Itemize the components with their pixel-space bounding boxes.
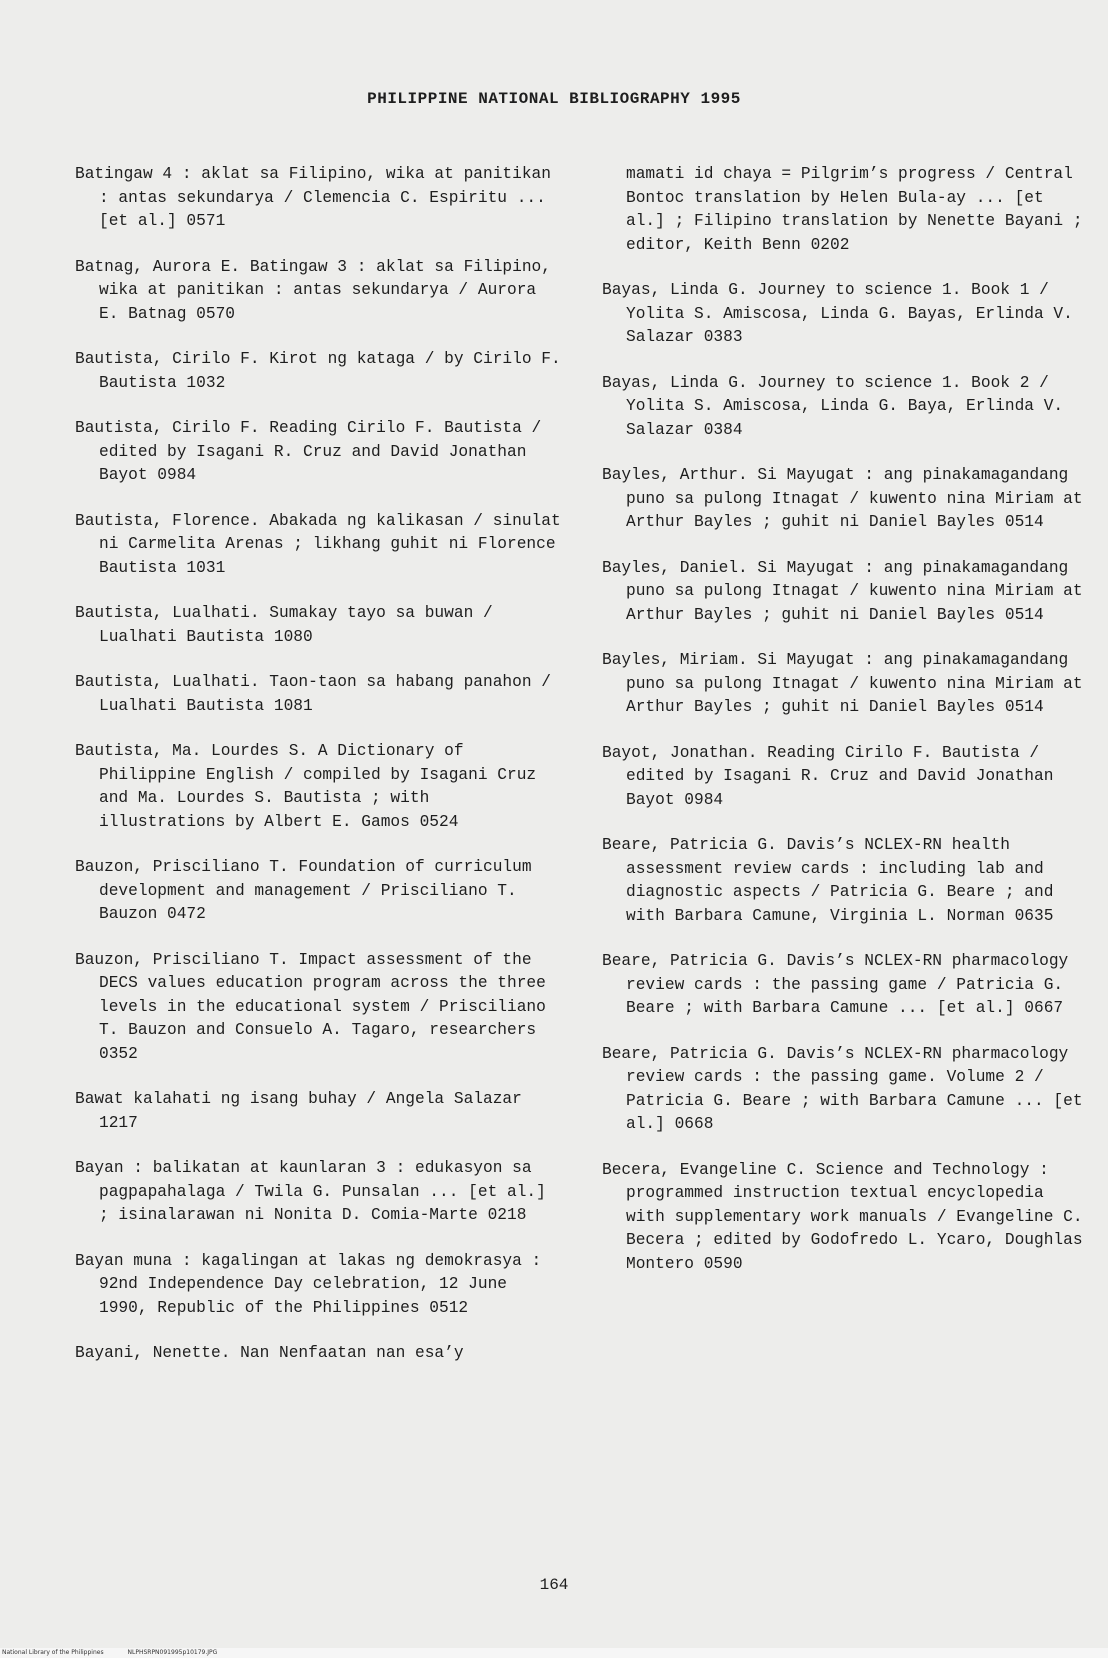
bibliography-entry: Bayas, Linda G. Journey to science 1. Book 2 / Yolita S. Amiscosa, Linda G. Baya, Erlinda V. Salazar 0384 [602, 373, 1064, 439]
bibliography-entry: Beare, Patricia G. Davis’s NCLEX-RN health assessment review cards : including lab and diagnostic aspects / Patricia G. Beare ; and with Barbara Camune, Virginia L. Norman 0635 [602, 836, 1054, 925]
bibliography-entry: Bayot, Jonathan. Reading Cirilo F. Bautista / edited by Isagani R. Cruz and David Jonathan Bayot 0984 [602, 743, 1054, 809]
bibliography-entry: Bayas, Linda G. Journey to science 1. Book 1 / Yolita S. Amiscosa, Linda G. Bayas, Erlinda V. Salazar 0383 [602, 281, 1073, 346]
bibliography-entry: Bayles, Miriam. Si Mayugat : ang pinakamagandang puno sa pulong Itnagat / kuwento nina Miriam at Arthur Bayles ; guhit ni Daniel Bayles 0514 [602, 651, 1083, 716]
bibliography-entry: Bautista, Cirilo F. Reading Cirilo F. Bautista / edited by Isagani R. Cruz and David Jonathan Bayot 0984 [75, 419, 542, 484]
bibliography-entry: Bauzon, Prisciliano T. Impact assessment of the DECS values education program across the three levels in the educational system / Prisciliano T. Bauzon and Consuelo A. Tagaro, researchers 0352 [75, 950, 546, 1063]
bibliography-entry: Batingaw 4 : aklat sa Filipino, wika at panitikan : antas sekundarya / Clemencia C. Espiritu ... [et al.] 0571 [75, 165, 551, 230]
bibliography-entry: Bayan muna : kagalingan at lakas ng demokrasya : 92nd Independence Day celebration, 12 June 1990, Republic of the Philippines 0512 [75, 1251, 542, 1317]
bibliography-entry: Bayani, Nenette. Nan Nenfaatan nan esa’y [75, 1344, 464, 1362]
bibliography-entry: Bautista, Florence. Abakada ng kalikasan / sinulat ni Carmelita Arenas ; likhang guhit ni Florence Bautista 1031 [75, 511, 561, 577]
bibliography-entry: Bautista, Lualhati. Sumakay tayo sa buwan / Lualhati Bautista 1080 [75, 604, 493, 646]
bibliography-entry: Beare, Patricia G. Davis’s NCLEX-RN pharmacology review cards : the passing game. Volume 2 / Patricia G. Beare ; with Barbara Camune ... [et al.] 0668 [602, 1044, 1083, 1133]
bibliography-entry: Bauzon, Prisciliano T. Foundation of curriculum development and management / Prisciliano T. Bauzon 0472 [75, 858, 532, 923]
footer-file: NLPHSRPN091995p10179.JPG [127, 1649, 218, 1656]
bibliography-entry: Bayan : balikatan at kaunlaran 3 : edukasyon sa pagpapahalaga / Twila G. Punsalan ... [et al.] ; isinalarawan ni Nonita D. Comia-Marte 0218 [75, 1159, 546, 1224]
bibliography-entry: Bawat kalahati ng isang buhay / Angela Salazar 1217 [75, 1090, 522, 1132]
left-column [75, 163, 565, 1388]
bibliography-entry: Bautista, Cirilo F. Kirot ng kataga / by Cirilo F. Bautista 1032 [75, 350, 561, 392]
right-column [602, 163, 1092, 1298]
bibliography-entry: Becera, Evangeline C. Science and Technology : programmed instruction textual encyclopedia with supplementary work manuals / Evangeline C. Becera ; edited by Godofredo L. Ycaro, Doughlas Montero 0590 [602, 1160, 1083, 1273]
bibliography-entry: Bautista, Ma. Lourdes S. A Dictionary of Philippine English / compiled by Isagani Cruz and Ma. Lourdes S. Bautista ; with illustrations by Albert E. Gamos 0524 [75, 742, 537, 831]
page-number: 164 [539, 1576, 569, 1594]
page-title: PHILIPPINE NATIONAL BIBLIOGRAPHY 1995 [367, 90, 741, 108]
bibliography-entry-continued: mamati id chaya = Pilgrim’s progress / Central Bontoc translation by Helen Bula-ay ... [et al.] ; Filipino translation by Nenette Bayani ; editor, Keith Benn 0202 [626, 165, 1083, 254]
bibliography-entry: Bautista, Lualhati. Taon-taon sa habang panahon / Lualhati Bautista 1081 [75, 673, 551, 715]
footer-library: National Library of the Philippines [2, 1649, 104, 1656]
bibliography-entry: Beare, Patricia G. Davis’s NCLEX-RN pharmacology review cards : the passing game / Patricia G. Beare ; with Barbara Camune ... [et al.] 0667 [602, 952, 1069, 1017]
bibliography-entry: Bayles, Daniel. Si Mayugat : ang pinakamagandang puno sa pulong Itnagat / kuwento nina Miriam at Arthur Bayles ; guhit ni Daniel Bayles 0514 [602, 558, 1083, 624]
bibliography-entry: Batnag, Aurora E. Batingaw 3 : aklat sa Filipino, wika at panitikan : antas sekundarya / Aurora E. Batnag 0570 [75, 257, 551, 323]
bibliography-entry: Bayles, Arthur. Si Mayugat : ang pinakamagandang puno sa pulong Itnagat / kuwento nina Miriam at Arthur Bayles ; guhit ni Daniel Bayles 0514 [602, 466, 1083, 531]
scan-footer [0, 1648, 1108, 1658]
